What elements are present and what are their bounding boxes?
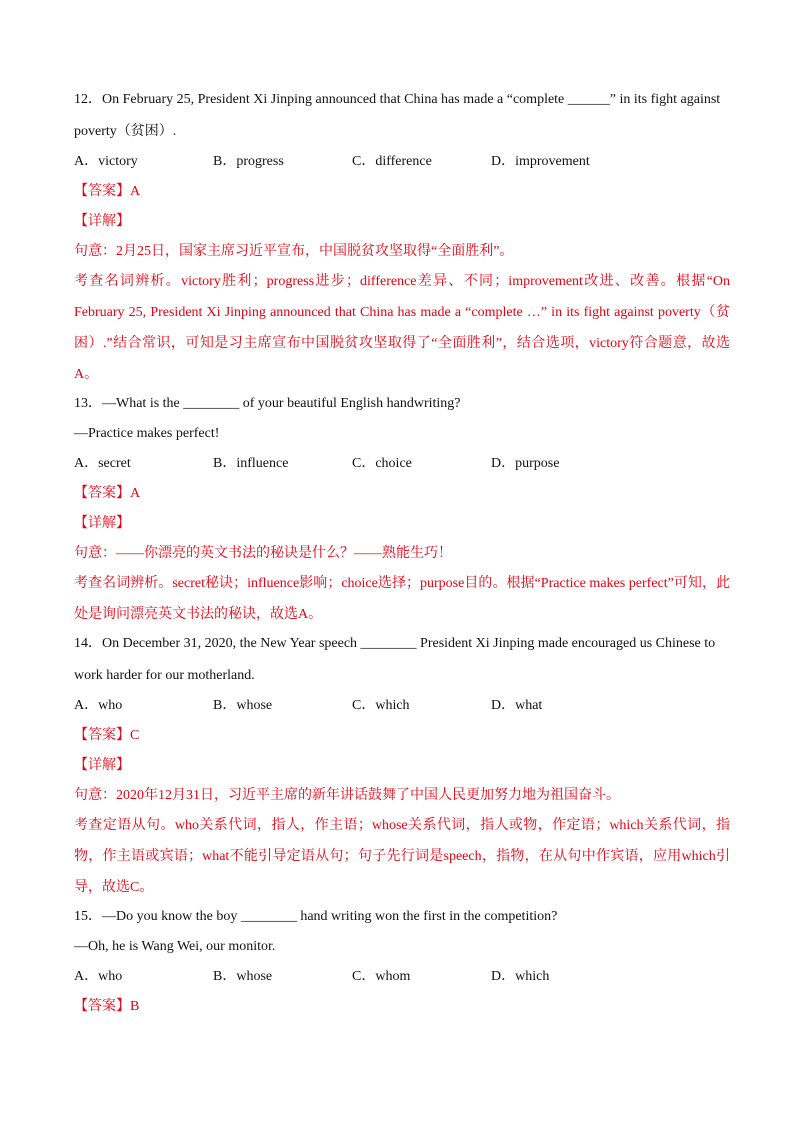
option-c: C．which bbox=[352, 698, 410, 713]
option-a: A．secret bbox=[74, 456, 131, 471]
question-stem-line: 13．—What is the ________ of your beautiful English handwriting? bbox=[74, 396, 461, 411]
option-d: D．improvement bbox=[491, 154, 590, 169]
option-b: B．influence bbox=[213, 456, 289, 471]
exercise-page bbox=[74, 92, 730, 1029]
question-14 bbox=[74, 636, 730, 903]
question-stem-line: 12．On February 25, President Xi Jinping announced that China has made a “complete ______” in its fight against bbox=[74, 92, 721, 107]
option-b: B．progress bbox=[213, 154, 284, 169]
option-d: D．what bbox=[491, 698, 543, 713]
option-b: B．whose bbox=[213, 969, 273, 984]
option-c: C．difference bbox=[352, 154, 432, 169]
meaning-text: 句意：2月25日，国家主席习近平宣布，中国脱贫攻坚取得“全面胜利”。 bbox=[74, 244, 514, 259]
options-row bbox=[74, 969, 730, 985]
meaning-text: 句意：2020年12月31日，习近平主席的新年讲话鼓舞了中国人民更加努力地为祖国奋斗。 bbox=[74, 788, 620, 803]
question-12 bbox=[74, 92, 730, 390]
options-row bbox=[74, 456, 730, 472]
analysis-text: 考查名词辨析。victory胜利；progress进步；difference差异、不同；improvement改进、改善。根据“On February 25, President Xi Jinping announced that China has made a “complete …” in its fight against poverty（贫困）.”结合常识，可知是习主席宣布中国脱贫攻坚取得了“全面胜利”，结合选项，victory符合题意，故选A。 bbox=[74, 274, 730, 382]
question-13 bbox=[74, 396, 730, 630]
question-stem-line: work harder for our motherland. bbox=[74, 668, 255, 683]
option-a: A．victory bbox=[74, 154, 138, 169]
answer-line: 【答案】B bbox=[74, 999, 140, 1014]
detail-label: 【详解】 bbox=[74, 516, 130, 531]
answer-line: 【答案】A bbox=[74, 184, 141, 199]
option-c: C．choice bbox=[352, 456, 412, 471]
option-d: D．which bbox=[491, 969, 550, 984]
detail-label: 【详解】 bbox=[74, 214, 130, 229]
question-stem-line: 15．—Do you know the boy ________ hand writing won the first in the competition? bbox=[74, 909, 558, 924]
detail-label: 【详解】 bbox=[74, 758, 130, 773]
question-stem-line: —Oh, he is Wang Wei, our monitor. bbox=[74, 939, 276, 954]
option-a: A．who bbox=[74, 698, 123, 713]
option-a: A．who bbox=[74, 969, 123, 984]
question-stem-line: 14．On December 31, 2020, the New Year speech ________ President Xi Jinping made encouraged us Chinese to bbox=[74, 636, 716, 651]
analysis-text: 考查定语从句。who关系代词，指人，作主语；whose关系代词，指人或物，作定语；which关系代词，指物，作主语或宾语；what不能引导定语从句；句子先行词是speech，指物，在从句中作宾语，应用which引导，故选C。 bbox=[74, 818, 730, 895]
answer-line: 【答案】A bbox=[74, 486, 141, 501]
option-b: B．whose bbox=[213, 698, 273, 713]
meaning-text: 句意：——你漂亮的英文书法的秘诀是什么？——熟能生巧！ bbox=[74, 546, 452, 561]
question-15 bbox=[74, 909, 730, 1015]
analysis-text: 考查名词辨析。secret秘诀；influence影响；choice选择；purpose目的。根据“Practice makes perfect”可知，此处是询问漂亮英文书法的秘诀，故选A。 bbox=[74, 576, 730, 622]
question-stem-line: poverty（贫困）. bbox=[74, 124, 177, 139]
options-row bbox=[74, 154, 730, 170]
option-c: C．whom bbox=[352, 969, 411, 984]
question-stem-line: —Practice makes perfect! bbox=[74, 426, 220, 441]
option-d: D．purpose bbox=[491, 456, 560, 471]
options-row bbox=[74, 698, 730, 714]
answer-line: 【答案】C bbox=[74, 728, 140, 743]
